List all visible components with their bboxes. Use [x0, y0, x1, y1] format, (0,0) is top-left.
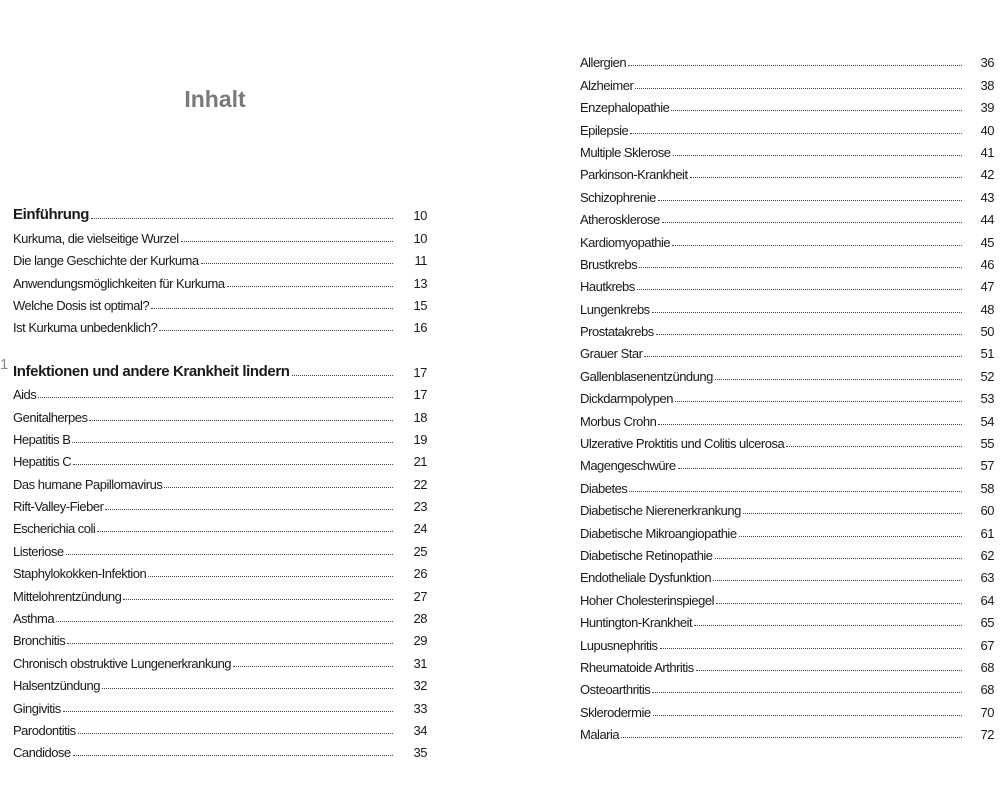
toc-entry[interactable]: [580, 250, 994, 272]
toc-entry-label: Aids: [13, 387, 37, 403]
toc-page-number: 11: [414, 253, 427, 269]
toc-entry[interactable]: [580, 160, 994, 182]
toc-page-number: 22: [413, 476, 427, 492]
dot-leader: [201, 263, 393, 264]
toc-entry[interactable]: [580, 585, 994, 607]
dot-leader: [639, 267, 962, 268]
toc-entry-label: Diabetes: [580, 480, 628, 496]
toc-page-number: 63: [980, 570, 994, 586]
toc-entry-label: Diabetische Retinopathie: [580, 547, 713, 563]
dot-leader: [715, 558, 962, 559]
toc-entry-label: Gingivitis: [13, 700, 61, 716]
toc-entry[interactable]: [580, 675, 994, 697]
toc-page-number: 17: [413, 364, 427, 380]
toc-page-number: 16: [413, 320, 427, 336]
toc-page-number: 24: [413, 521, 427, 537]
toc-page-number: 43: [980, 189, 994, 205]
toc-entry-label: Multiple Sklerose: [580, 144, 671, 160]
toc-entry-label: Grauer Star: [580, 346, 643, 362]
toc-page-number: 61: [980, 525, 994, 541]
toc-page-number: 13: [413, 275, 427, 291]
dot-leader: [786, 446, 962, 447]
toc-entry-label: Sklerodermie: [580, 704, 651, 720]
dot-leader: [148, 576, 393, 577]
toc-entry[interactable]: [580, 720, 994, 742]
toc-entry-label: Alzheimer: [580, 77, 634, 93]
dot-leader: [713, 580, 962, 581]
toc-entry-label: Einführung: [13, 206, 89, 224]
toc-entry-label: Huntington-Krankheit: [580, 615, 693, 631]
toc-entry-label: Epilepsie: [580, 122, 629, 138]
page-title: Inhalt: [184, 86, 246, 112]
toc-entry-label: Asthma: [13, 611, 55, 627]
dot-leader: [66, 554, 393, 555]
toc-entry-label: Candidose: [13, 745, 71, 761]
toc-entry[interactable]: [580, 496, 994, 518]
toc-page-number: 72: [980, 727, 994, 743]
toc-page-number: 52: [980, 368, 994, 384]
toc-entry[interactable]: [580, 630, 994, 652]
toc-entry-label: Welche Dosis ist optimal?: [13, 297, 150, 313]
dot-leader: [628, 65, 962, 66]
toc-entry[interactable]: [580, 272, 994, 294]
toc-entry-label: Parkinson-Krankheit: [580, 167, 688, 183]
toc-entry-label: Kurkuma, die vielseitige Wurzel: [13, 230, 179, 246]
dot-leader: [662, 222, 962, 223]
toc-entry[interactable]: [13, 223, 427, 245]
toc-entry[interactable]: [580, 653, 994, 675]
toc-section-heading[interactable]: [13, 357, 427, 379]
toc-entry[interactable]: [580, 138, 994, 160]
toc-entry-label: Brustkrebs: [580, 256, 638, 272]
toc-entry[interactable]: [580, 608, 994, 630]
dot-leader: [105, 509, 393, 510]
dot-leader: [56, 621, 393, 622]
toc-entry-label: Malaria: [580, 727, 620, 743]
toc-entry[interactable]: [13, 492, 427, 514]
toc-page-number: 67: [980, 637, 994, 653]
toc-entry[interactable]: [13, 246, 427, 268]
dot-leader: [671, 110, 962, 111]
toc-entry[interactable]: [580, 317, 994, 339]
toc-page-number: 55: [980, 436, 994, 452]
toc-page-number: 36: [980, 55, 994, 71]
dot-leader: [656, 334, 962, 335]
dot-leader: [621, 737, 962, 738]
toc-page-number: 45: [980, 234, 994, 250]
toc-entry[interactable]: [580, 48, 994, 70]
toc-page-number: 64: [980, 592, 994, 608]
dot-leader: [233, 666, 393, 667]
toc-entry-label: Infektionen und andere Krankheit lindern: [13, 362, 290, 380]
dot-leader: [89, 420, 393, 421]
toc-entry[interactable]: [580, 563, 994, 585]
toc-entry-label: Kardiomyopathie: [580, 234, 671, 250]
dot-leader: [63, 711, 393, 712]
toc-entry-label: Chronisch obstruktive Lungenerkrankung: [13, 655, 232, 671]
toc-page-number: 25: [413, 543, 427, 559]
toc-entry-label: Morbus Crohn: [580, 413, 657, 429]
dot-leader: [164, 487, 393, 488]
toc-entry-label: Rift-Valley-Fieber: [13, 499, 104, 515]
toc-page-number: 44: [980, 212, 994, 228]
toc-page-number: 57: [980, 458, 994, 474]
toc-entry-label: Rheumatoide Arthritis: [580, 659, 694, 675]
toc-entry[interactable]: [580, 93, 994, 115]
dot-leader: [292, 375, 393, 376]
toc-entry-label: Listeriose: [13, 543, 64, 559]
toc-entry-label: Genitalherpes: [13, 409, 88, 425]
toc-entry-label: Mittelohrentzündung: [13, 588, 122, 604]
dot-leader: [743, 513, 962, 514]
toc-entry-label: Endotheliale Dysfunktion: [580, 570, 712, 586]
dot-leader: [660, 648, 962, 649]
toc-page-number: 48: [980, 301, 994, 317]
dot-leader: [653, 715, 962, 716]
toc-page-number: 27: [413, 588, 427, 604]
toc-entry[interactable]: [580, 182, 994, 204]
toc-entry[interactable]: [13, 559, 427, 581]
toc-entry-label: Halsentzündung: [13, 678, 100, 694]
toc-page-number: 50: [980, 324, 994, 340]
toc-entry[interactable]: [13, 648, 427, 670]
toc-entry-label: Staphylokokken-Infektion: [13, 566, 147, 582]
dot-leader: [78, 733, 393, 734]
dot-leader: [715, 379, 962, 380]
toc-page-number: 53: [980, 391, 994, 407]
dot-leader: [97, 531, 393, 532]
toc-page-number: 29: [413, 633, 427, 649]
toc-page-number: 42: [980, 167, 994, 183]
toc-right-column: [580, 48, 994, 742]
toc-entry-label: Ulzerative Proktitis und Colitis ulcerosa: [580, 436, 785, 452]
toc-entry[interactable]: [13, 291, 427, 313]
toc-left-column: [13, 201, 427, 760]
toc-entry-label: Escherichia coli: [13, 521, 96, 537]
toc-page-number: 54: [980, 413, 994, 429]
toc-entry-label: Diabetische Nierenerkrankung: [580, 503, 741, 519]
dot-leader: [652, 312, 962, 313]
toc-entry[interactable]: [580, 205, 994, 227]
toc-entry[interactable]: [13, 514, 427, 536]
chapter-number: 1: [0, 356, 9, 373]
dot-leader: [38, 397, 393, 398]
toc-page-number: 40: [980, 122, 994, 138]
dot-leader: [73, 755, 393, 756]
dot-leader: [658, 424, 962, 425]
toc-page-number: 46: [980, 256, 994, 272]
dot-leader: [630, 133, 962, 134]
toc-entry[interactable]: [580, 294, 994, 316]
dot-leader: [635, 88, 962, 89]
toc-entry[interactable]: [580, 429, 994, 451]
toc-entry[interactable]: [13, 447, 427, 469]
dot-leader: [637, 289, 962, 290]
toc-entry[interactable]: [580, 697, 994, 719]
toc-entry-label: Prostatakrebs: [580, 324, 654, 340]
toc-entry[interactable]: [13, 469, 427, 491]
toc-entry-label: Bronchitis: [13, 633, 66, 649]
toc-entry-label: Gallenblasenentzündung: [580, 368, 713, 384]
toc-entry-label: Dickdarmpolypen: [580, 391, 673, 407]
toc-page-number: 38: [980, 77, 994, 93]
toc-entry[interactable]: [580, 473, 994, 495]
toc-page-number: 68: [980, 682, 994, 698]
toc-page-number: 70: [980, 704, 994, 720]
dot-leader: [678, 468, 962, 469]
toc-entry-label: Osteoarthritis: [580, 682, 651, 698]
toc-page-number: 10: [413, 230, 427, 246]
toc-page-number: 19: [413, 431, 427, 447]
toc-page-number: 68: [980, 659, 994, 675]
toc-page-number: 34: [413, 722, 427, 738]
toc-entry[interactable]: [580, 541, 994, 563]
dot-leader: [73, 464, 393, 465]
toc-entry[interactable]: [13, 604, 427, 626]
dot-leader: [67, 643, 393, 644]
toc-page-number: 35: [413, 745, 427, 761]
dot-leader: [629, 491, 962, 492]
toc-page-number: 17: [413, 387, 427, 403]
toc-entry-label: Anwendungsmöglichkeiten für Kurkuma: [13, 275, 225, 291]
toc-page-number: 26: [413, 566, 427, 582]
dot-leader: [181, 241, 393, 242]
toc-entry[interactable]: [13, 626, 427, 648]
toc-entry-label: Lupusnephritis: [580, 637, 658, 653]
toc-entry[interactable]: [13, 693, 427, 715]
dot-leader: [227, 286, 393, 287]
dot-leader: [694, 625, 962, 626]
toc-page-number: 33: [413, 700, 427, 716]
toc-page-number: 60: [980, 503, 994, 519]
toc-entry-label: Diabetische Mikroangiopathie: [580, 525, 737, 541]
dot-leader: [644, 356, 962, 357]
dot-leader: [672, 245, 962, 246]
toc-entry-label: Hoher Cholesterinspiegel: [580, 592, 714, 608]
toc-entry-label: Parodontitis: [13, 722, 76, 738]
toc-page-number: 23: [413, 499, 427, 515]
toc-entry-label: Hepatitis C: [13, 454, 72, 470]
dot-leader: [72, 442, 393, 443]
toc-entry[interactable]: [13, 671, 427, 693]
toc-entry[interactable]: [580, 384, 994, 406]
toc-page-number: 47: [980, 279, 994, 295]
toc-entry-label: Das humane Papillomavirus: [13, 476, 163, 492]
toc-entry[interactable]: [13, 581, 427, 603]
toc-entry-label: Lungenkrebs: [580, 301, 650, 317]
dot-leader: [673, 155, 963, 156]
toc-page-number: 10: [413, 208, 427, 224]
toc-entry-label: Ist Kurkuma unbedenklich?: [13, 320, 158, 336]
toc-page-number: 31: [413, 655, 427, 671]
toc-entry[interactable]: [580, 451, 994, 473]
toc-page-number: 41: [980, 144, 994, 160]
dot-leader: [151, 308, 393, 309]
toc-page-number: 21: [413, 454, 427, 470]
dot-leader: [675, 401, 962, 402]
toc-entry[interactable]: [13, 402, 427, 424]
toc-entry-label: Magengeschwüre: [580, 458, 676, 474]
toc-entry[interactable]: [13, 268, 427, 290]
toc-page-number: 28: [413, 611, 427, 627]
toc-entry[interactable]: [13, 380, 427, 402]
toc-entry-label: Hautkrebs: [580, 279, 635, 295]
toc-entry-label: Schizophrenie: [580, 189, 656, 205]
dot-leader: [91, 218, 393, 219]
dot-leader: [696, 670, 962, 671]
dot-leader: [102, 688, 393, 689]
toc-entry-label: Die lange Geschichte der Kurkuma: [13, 253, 199, 269]
toc-entry[interactable]: [580, 70, 994, 92]
toc-section-heading[interactable]: [13, 201, 427, 223]
toc-page-number: 15: [413, 297, 427, 313]
toc-entry[interactable]: [580, 227, 994, 249]
toc-entry[interactable]: [580, 406, 994, 428]
toc-entry[interactable]: [580, 339, 994, 361]
toc-page-number: 51: [980, 346, 994, 362]
toc-page-number: 65: [980, 615, 994, 631]
dot-leader: [123, 599, 393, 600]
toc-page-number: 18: [413, 409, 427, 425]
toc-entry[interactable]: [13, 313, 427, 335]
dot-leader: [716, 603, 962, 604]
section-spacer: [13, 335, 427, 357]
toc-entry-label: Enzephalopathie: [580, 100, 670, 116]
toc-entry[interactable]: [580, 115, 994, 137]
toc-entry[interactable]: [13, 425, 427, 447]
toc-entry[interactable]: [13, 738, 427, 760]
dot-leader: [739, 536, 962, 537]
toc-entry[interactable]: [13, 536, 427, 558]
toc-page-number: 58: [980, 480, 994, 496]
dot-leader: [658, 200, 962, 201]
dot-leader: [652, 692, 962, 693]
toc-page-number: 39: [980, 100, 994, 116]
dot-leader: [690, 177, 962, 178]
toc-entry[interactable]: [580, 518, 994, 540]
toc-page-number: 62: [980, 547, 994, 563]
toc-entry-label: Hepatitis B: [13, 431, 71, 447]
dot-leader: [159, 330, 393, 331]
toc-entry-label: Allergien: [580, 55, 627, 71]
toc-entry-label: Atherosklerose: [580, 212, 660, 228]
toc-page-number: 32: [413, 678, 427, 694]
toc-entry[interactable]: [13, 716, 427, 738]
toc-entry[interactable]: [580, 361, 994, 383]
